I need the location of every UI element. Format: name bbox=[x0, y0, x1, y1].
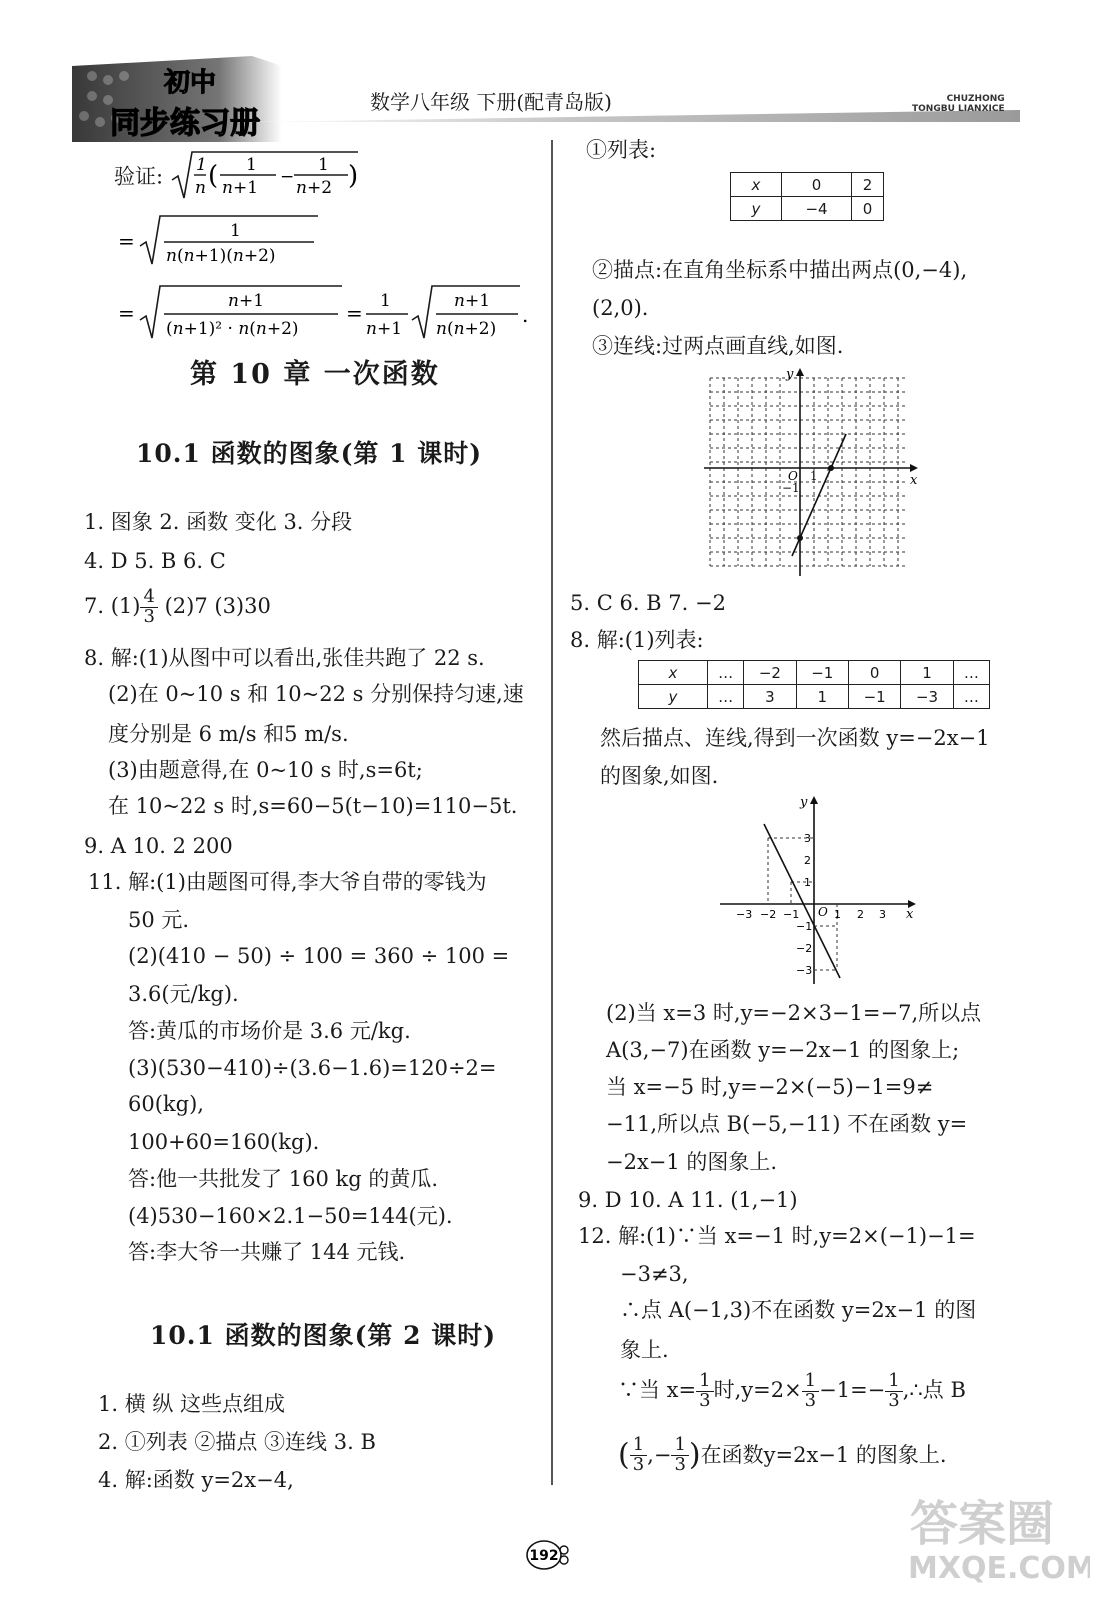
svg-text:.: . bbox=[522, 303, 529, 327]
answer-8-line4: (3)由题意得,在 0~10 s 时,s=6t; bbox=[108, 758, 423, 782]
column-divider bbox=[551, 140, 553, 1485]
frac-num: 1 bbox=[885, 1372, 902, 1392]
answer-r12-line5 bbox=[618, 1372, 966, 1411]
answer-b4: 4. 解:函数 y=2x−4, bbox=[98, 1468, 294, 1492]
svg-text:=: = bbox=[118, 301, 135, 325]
verify-step-2 bbox=[118, 212, 328, 272]
graph-2-y-label: y bbox=[800, 795, 808, 810]
section-title-2: 10.1 函数的图象(第 2 课时) bbox=[150, 1321, 497, 1350]
table-row bbox=[639, 685, 990, 709]
answer-r8-line2: 然后描点、连线,得到一次函数 y=−2x−1 bbox=[600, 726, 990, 750]
header-en-line2: TONGBU LIANXICE bbox=[912, 104, 1005, 114]
header-bar bbox=[250, 110, 1020, 122]
graph-1-y-arrow bbox=[796, 368, 804, 376]
table-cell: … bbox=[708, 685, 744, 709]
graph-1-y-label: y bbox=[786, 367, 794, 382]
svg-text:1: 1 bbox=[245, 155, 257, 175]
table-cell: x bbox=[639, 661, 708, 685]
table-cell: −4 bbox=[782, 197, 852, 221]
frac-den: 3 bbox=[632, 1453, 645, 1475]
answer-11-line7: 60(kg), bbox=[128, 1092, 204, 1116]
graph-2-xtick: −2 bbox=[760, 908, 777, 921]
answer-7-num: 4 bbox=[140, 588, 157, 608]
answer-8-line2: (2)在 0~10 s 和 10~22 s 分别保持匀速,速 bbox=[108, 682, 524, 706]
graph-1 bbox=[700, 366, 924, 584]
svg-text:n+1: n+1 bbox=[366, 319, 403, 339]
answer-r12-line1: 12. 解:(1)∵当 x=−1 时,y=2×(−1)−1= bbox=[578, 1224, 976, 1248]
value-table-1 bbox=[730, 172, 884, 221]
value-table-2 bbox=[638, 660, 990, 709]
watermark-cn: 答案圈 bbox=[910, 1496, 1055, 1552]
header-en bbox=[912, 94, 1005, 114]
svg-text:n: n bbox=[194, 178, 206, 198]
frac-den: 3 bbox=[804, 1389, 817, 1411]
graph-2-xtick: −3 bbox=[736, 908, 753, 921]
svg-text:1: 1 bbox=[230, 221, 241, 241]
table-cell: −1 bbox=[796, 661, 848, 685]
series-logo bbox=[72, 56, 282, 142]
answer-7-den: 3 bbox=[143, 605, 155, 627]
graph-2-ytick: −3 bbox=[796, 964, 813, 977]
watermark-en: MXQE.COM bbox=[908, 1551, 1090, 1586]
answer-r8-p2-line4: −11,所以点 B(−5,−11) 不在函数 y= bbox=[606, 1112, 968, 1136]
answer-r8-p2-line3: 当 x=−5 时,y=−2×(−5)−1=9≠ bbox=[606, 1075, 934, 1099]
step-plot-line1: ②描点:在直角坐标系中描出两点(0,−4), bbox=[592, 258, 968, 282]
watermark bbox=[900, 1478, 1090, 1588]
verify-label: 验证: bbox=[114, 164, 164, 189]
table-cell: 1 bbox=[901, 661, 953, 685]
svg-text:n+1: n+1 bbox=[454, 291, 491, 311]
svg-text:): ) bbox=[347, 161, 358, 191]
table-cell: … bbox=[708, 661, 744, 685]
frac-den: 3 bbox=[888, 1389, 900, 1411]
svg-text:n+1: n+1 bbox=[228, 291, 265, 311]
paren-right: ) bbox=[688, 1437, 701, 1473]
graph-2-ytick: 2 bbox=[804, 854, 811, 867]
svg-text:n+2: n+2 bbox=[295, 178, 332, 198]
answer-11-line4: 3.6(元/kg). bbox=[128, 982, 239, 1006]
table-row bbox=[731, 173, 884, 197]
frac-den: 3 bbox=[674, 1453, 686, 1475]
answer-11-line8: 100+60=160(kg). bbox=[128, 1130, 320, 1154]
r12-text-a: ∵当 x= bbox=[618, 1377, 697, 1402]
graph-1-tick-yneg1: −1 bbox=[782, 481, 800, 495]
graph-2-xtick: −1 bbox=[783, 908, 800, 921]
answer-11-line10: (4)530−160×2.1−50=144(元). bbox=[128, 1204, 453, 1228]
verify-step-3 bbox=[118, 282, 538, 346]
step-list-table: ①列表: bbox=[586, 138, 657, 162]
header-en-line1: CHUZHONG bbox=[946, 94, 1005, 104]
frac-den: 3 bbox=[699, 1389, 711, 1411]
answer-r12-line2: −3≠3, bbox=[620, 1262, 689, 1286]
answer-7-fraction bbox=[140, 588, 157, 627]
graph-1-x-arrow bbox=[910, 464, 918, 472]
table-row bbox=[639, 661, 990, 685]
r12-frac-5 bbox=[671, 1436, 688, 1475]
graph-1-x-label: x bbox=[910, 473, 918, 488]
table-cell: −2 bbox=[744, 661, 796, 685]
svg-text:=: = bbox=[346, 301, 363, 325]
answer-11-line5: 答:黄瓜的市场价是 3.6 元/kg. bbox=[128, 1019, 411, 1043]
book-title: 数学八年级 下册(配青岛版) bbox=[370, 90, 612, 114]
answer-r8-line3: 的图象,如图. bbox=[600, 764, 719, 788]
r12-frac-3 bbox=[885, 1372, 902, 1411]
svg-text:(n+1)² · n(n+2): (n+1)² · n(n+2) bbox=[166, 319, 299, 339]
page-number bbox=[526, 1538, 572, 1572]
table-cell: 0 bbox=[782, 173, 852, 197]
graph-2-xtick: 2 bbox=[857, 908, 864, 921]
frac-num: 1 bbox=[696, 1372, 713, 1392]
answer-r12-line3: ∴点 A(−1,3)不在函数 y=2x−1 的图 bbox=[620, 1298, 977, 1322]
graph-2-ytick: 3 bbox=[804, 832, 811, 845]
answer-r8-p2-line2: A(3,−7)在函数 y=−2x−1 的图象上; bbox=[606, 1038, 960, 1062]
frac-num: 1 bbox=[671, 1436, 688, 1456]
table-cell: 0 bbox=[848, 661, 900, 685]
table-cell: 0 bbox=[852, 197, 884, 221]
page-number-text: 192 bbox=[529, 1548, 559, 1564]
graph-2-x-label: x bbox=[906, 907, 914, 922]
r12-frac-4 bbox=[630, 1436, 647, 1475]
graph-2-ytick: −2 bbox=[796, 942, 813, 955]
answer-r12-line6 bbox=[618, 1436, 947, 1475]
answer-11-line1: 11. 解:(1)由题图可得,李大爷自带的零钱为 bbox=[88, 870, 487, 894]
table-cell: −1 bbox=[848, 685, 900, 709]
answer-8-line5: 在 10~22 s 时,s=60−5(t−10)=110−5t. bbox=[108, 794, 518, 818]
graph-1-grid bbox=[710, 378, 906, 566]
table-cell: … bbox=[953, 685, 989, 709]
graph-2 bbox=[716, 794, 922, 990]
section-title-1: 10.1 函数的图象(第 1 课时) bbox=[136, 439, 483, 468]
graph-1-point-a bbox=[797, 535, 803, 541]
answer-r8: 8. 解:(1)列表: bbox=[570, 628, 704, 652]
r12-text-c: −1=− bbox=[819, 1377, 886, 1402]
logo-text-bottom: 同步练习册 bbox=[110, 106, 260, 141]
answer-11-line9: 答:他一共批发了 160 kg 的黄瓜. bbox=[128, 1167, 439, 1191]
svg-text:1: 1 bbox=[380, 291, 391, 311]
comma-minus: ,− bbox=[647, 1442, 672, 1467]
verify-block bbox=[114, 150, 360, 206]
answer-r8-p2-line5: −2x−1 的图象上. bbox=[606, 1150, 778, 1174]
svg-text:1: 1 bbox=[317, 155, 329, 175]
answer-11-line3: (2)(410 − 50) ÷ 100 = 360 ÷ 100 = bbox=[128, 944, 510, 968]
logo-text-top: 初中 bbox=[164, 68, 217, 98]
svg-text:1: 1 bbox=[195, 155, 207, 175]
table-cell: x bbox=[731, 173, 782, 197]
svg-text:=: = bbox=[118, 229, 135, 253]
answer-9-10: 9. A 10. 2 200 bbox=[84, 834, 233, 858]
answer-7-prefix: 7. (1) bbox=[84, 593, 141, 618]
svg-text:(: ( bbox=[207, 161, 218, 191]
svg-text:n(n+1)(n+2): n(n+1)(n+2) bbox=[166, 246, 276, 266]
step-plot-line2: (2,0). bbox=[592, 296, 649, 320]
graph-2-ytick: −1 bbox=[796, 920, 813, 933]
graph-2-y-arrow bbox=[810, 796, 818, 804]
r12-text-d: ,∴点 B bbox=[902, 1377, 966, 1402]
table-cell: −3 bbox=[901, 685, 953, 709]
table-row bbox=[731, 197, 884, 221]
chapter-title: 第 10 章 一次函数 bbox=[190, 359, 440, 390]
graph-1-tick-x1: 1 bbox=[810, 469, 818, 483]
frac-num: 1 bbox=[630, 1436, 647, 1456]
answer-4-6: 4. D 5. B 6. C bbox=[84, 549, 226, 573]
answer-r12-line4: 象上. bbox=[620, 1338, 669, 1362]
answer-b1: 1. 横 纵 这些点组成 bbox=[98, 1392, 286, 1416]
frac-num: 1 bbox=[802, 1372, 819, 1392]
svg-text:−: − bbox=[279, 167, 295, 187]
table-cell: 3 bbox=[744, 685, 796, 709]
graph-2-xtick: 3 bbox=[879, 908, 886, 921]
answer-1-3: 1. 图象 2. 函数 变化 3. 分段 bbox=[84, 510, 353, 534]
answer-b2-3: 2. ①列表 ②描点 ③连线 3. B bbox=[98, 1430, 376, 1454]
table-cell: 2 bbox=[852, 173, 884, 197]
answer-8-line3: 度分别是 6 m/s 和5 m/s. bbox=[108, 722, 349, 746]
svg-text:n+1: n+1 bbox=[221, 178, 258, 198]
r12-text-b: 时,y=2× bbox=[713, 1377, 802, 1402]
answer-11-line11: 答:李大爷一共赚了 144 元钱. bbox=[128, 1240, 406, 1264]
answer-7 bbox=[84, 588, 271, 627]
graph-2-ytick: 1 bbox=[804, 876, 811, 889]
answer-r5-7: 5. C 6. B 7. −2 bbox=[570, 591, 726, 615]
paren-left: ( bbox=[618, 1437, 630, 1473]
answer-r9-11: 9. D 10. A 11. (1,−1) bbox=[578, 1188, 798, 1212]
answer-11-line2: 50 元. bbox=[128, 908, 190, 932]
step-connect: ③连线:过两点画直线,如图. bbox=[592, 334, 844, 358]
graph-2-xtick: 1 bbox=[834, 908, 841, 921]
r12-frac-1 bbox=[696, 1372, 713, 1411]
graph-2-origin: O bbox=[818, 905, 828, 919]
table-cell: … bbox=[953, 661, 989, 685]
graph-1-point-b bbox=[828, 465, 834, 471]
answer-8-line1: 8. 解:(1)从图中可以看出,张佳共跑了 22 s. bbox=[84, 646, 485, 670]
table-cell: y bbox=[639, 685, 708, 709]
svg-text:n(n+2): n(n+2) bbox=[436, 319, 497, 339]
table-cell: y bbox=[731, 197, 782, 221]
verify-expression bbox=[170, 150, 360, 206]
answer-11-line6: (3)(530−410)÷(3.6−1.6)=120÷2= bbox=[128, 1056, 497, 1080]
answer-r8-p2-line1: (2)当 x=3 时,y=−2×3−1=−7,所以点 bbox=[606, 1001, 982, 1025]
graph-1-origin: O bbox=[788, 469, 798, 483]
answer-7-rest: (2)7 (3)30 bbox=[157, 593, 271, 618]
r12-text-e: 在函数y=2x−1 的图象上. bbox=[700, 1442, 947, 1467]
table-cell: 1 bbox=[796, 685, 848, 709]
r12-frac-2 bbox=[802, 1372, 819, 1411]
